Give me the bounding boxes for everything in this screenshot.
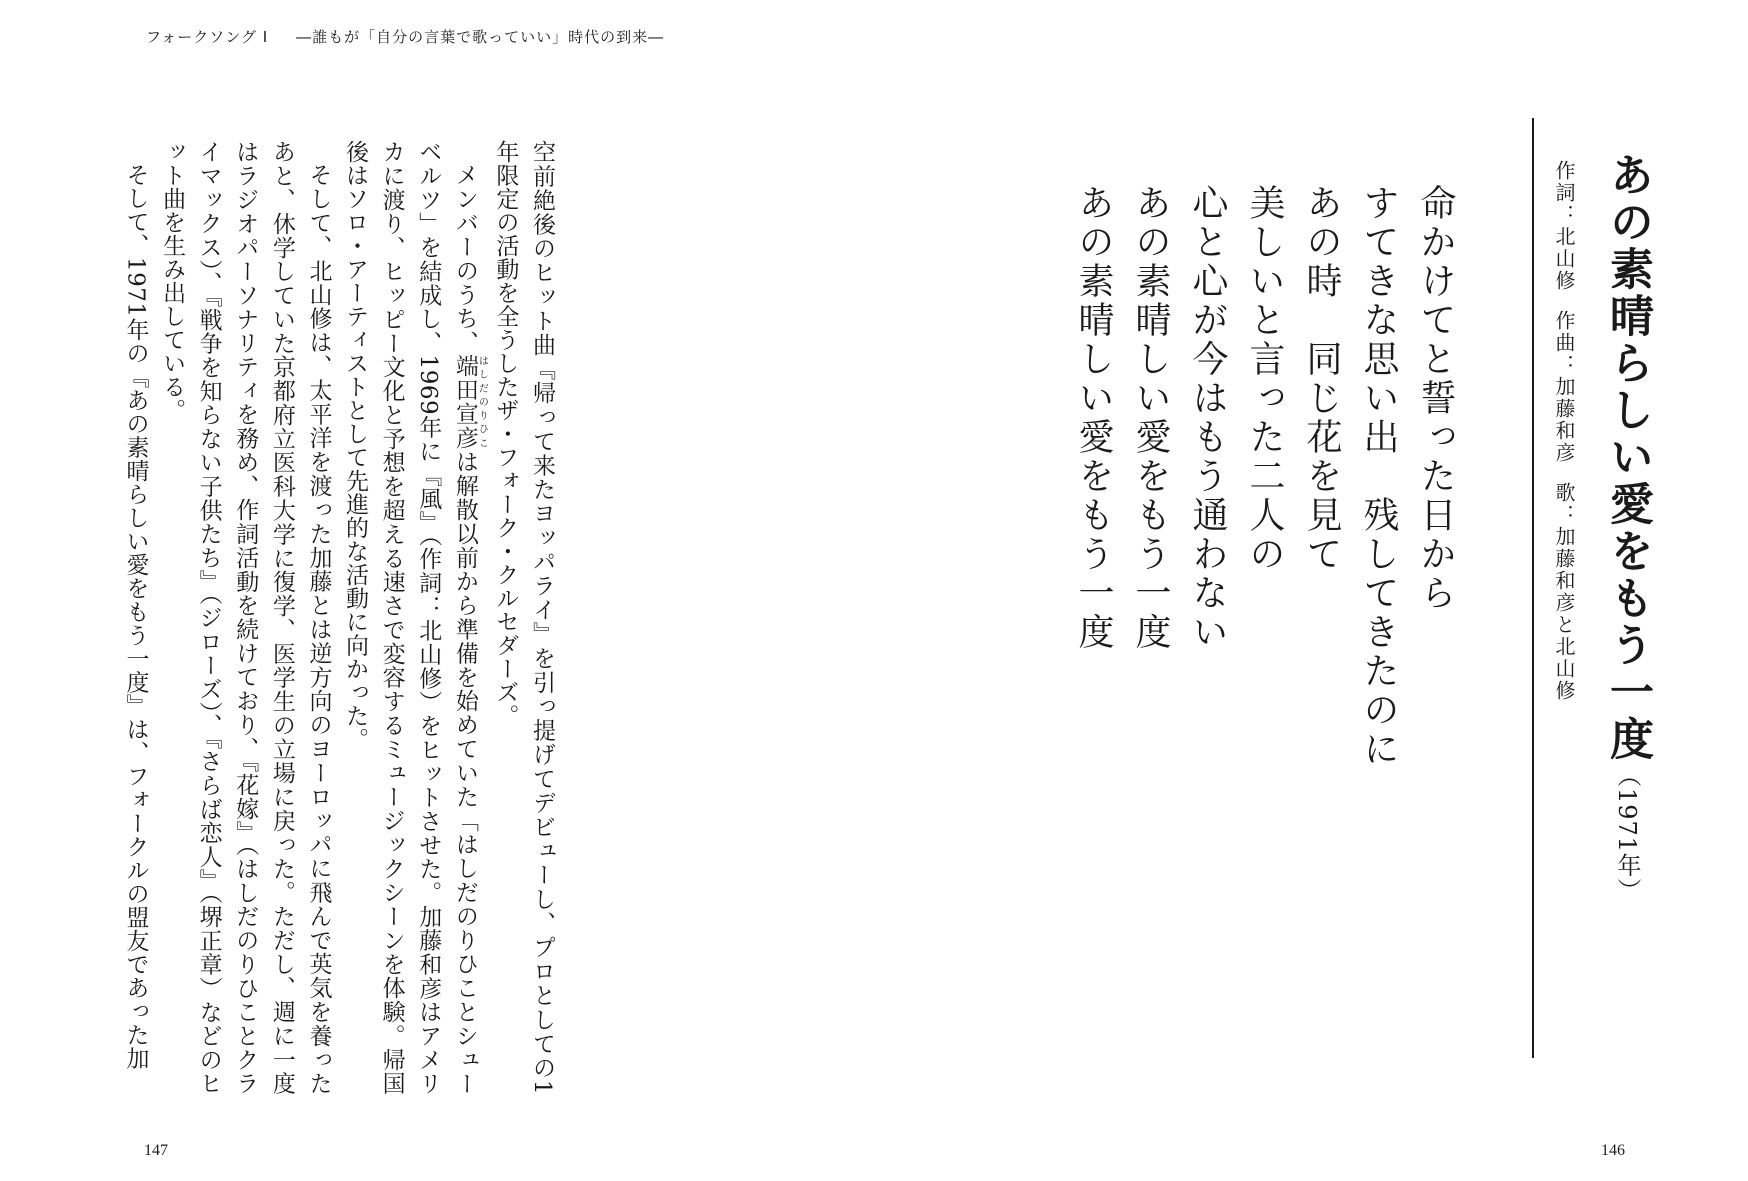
paragraph-4: そして、1971年の『あの素晴らしい愛をもう一度』は、フォークルの盟友であった加 [122,163,149,1070]
song-year: （1971年） [1613,763,1641,904]
ruby-base: 端田宣彦 [451,354,478,450]
paragraph-2-rest: は解散以前から準備を始めていた「はしだのりひことシューベルツ」を結成し、1969年に『風』（作詞：北山修）をヒットさせた。加藤和彦はアメリカに渡り、ヒッピー文化と予想を超える速さで変容するミュージックシーンを体験。帰国後はソロ・アーティストとして先進的な活動に向かった。 [342,140,478,1096]
page-number-right: 146 [1601,1142,1625,1159]
song-title-text: あの素晴らしい愛をもう一度 [1602,152,1653,763]
song-credits [1550,160,1578,702]
running-header [146,26,664,47]
composer-credit: 作曲：加藤和彦 [1552,310,1576,464]
lyricist-credit: 作詞：北山修 [1552,160,1576,292]
paragraph-3: そして、北山修は、太平洋を渡った加藤とは逆方向のヨーロッパに飛んで英気を養ったあと、休学していた京都府立医科大学に復学、医学生の立場に戻った。ただし、週に一度はラジオパーソナリティを務め、作詞活動を続けており、『花嫁』（はしだのりひことクライマックス）、『戦争を知らない子供たち』（ジローズ）、『さらば恋人』（堺正章）などのヒット曲を生み出している。 [159,140,332,1096]
ruby-hashida [451,354,488,450]
paragraph-2-start: メンバーのうち、 [451,163,478,355]
ruby-reading: はしだのりひこ [476,354,488,450]
lyric-line: あの時 同じ花を見て [1301,184,1342,574]
header-subtitle: ―誰もが「自分の言葉で歌っていい」時代の到来― [296,28,665,46]
paragraph-1: 空前絶後のヒット曲『帰って来たヨッパライ』を引っ提げてデビューし、プロとしての1年限定の活動を全うしたザ・フォーク・クルセダーズ。 [492,140,555,1095]
lyric-line: あの素晴しい愛をもう一度 [1073,184,1114,652]
header-section: フォークソング Ⅰ [146,28,269,46]
lyrics-block [1065,184,1464,769]
lyric-line: あの素晴しい愛をもう一度 [1130,184,1171,652]
singer-credit: 歌：加藤和彦と北山修 [1552,482,1576,702]
lyric-line: 美しいと言った二人の [1244,184,1285,574]
lyric-line: 心と心が今はもう通わない [1187,184,1228,652]
title-divider-rule [1532,118,1534,1058]
lyric-line: 命かけてと誓った日から [1415,184,1456,613]
song-title [1598,152,1656,903]
page-number-left: 147 [144,1142,168,1159]
body-prose [120,140,560,1095]
lyric-line: すてきな思い出 残してきたのに [1358,184,1399,769]
paragraph-2 [336,140,486,1095]
